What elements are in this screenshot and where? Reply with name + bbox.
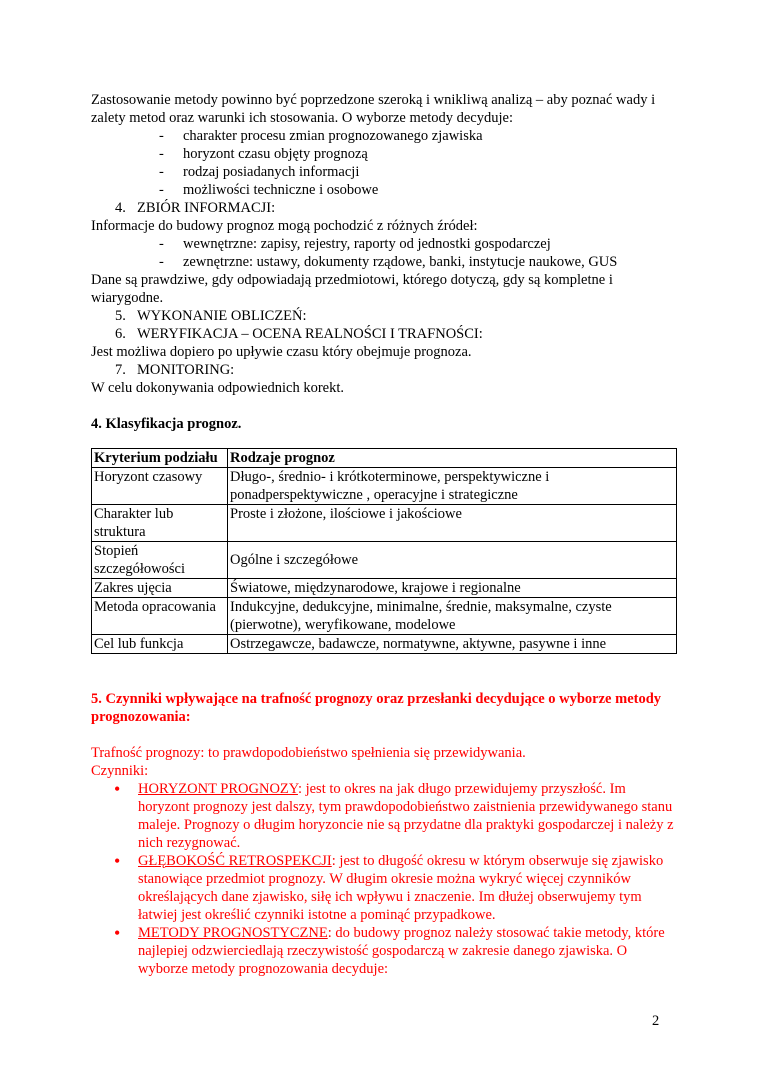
table-cell: Ogólne i szczegółowe xyxy=(228,542,677,579)
list-item: - zewnętrzne: ustawy, dokumenty rządowe, banki, instytucje naukowe, GUS xyxy=(159,253,676,271)
factor-text: : do budowy prognoz należy stosować takie metody, które najlepiej odzwierciedlają rzeczywistość gospodarczą w zakresie danego zjawiska. O wyborze metody prognozowania decyduje: xyxy=(138,925,665,977)
table-cell: Zakres ujęcia xyxy=(92,579,228,598)
list-item xyxy=(138,780,676,852)
factors-list xyxy=(91,780,676,978)
table-cell: Charakter lub struktura xyxy=(92,505,228,542)
table-row xyxy=(92,542,677,579)
accuracy-definition: Trafność prognozy: to prawdopodobieństwo spełnienia się przewidywania. xyxy=(91,745,526,761)
step-6-text: Jest możliwa dopiero po upływie czasu który obejmuje prognoza. xyxy=(91,344,472,360)
data-quality-paragraph: Dane są prawdziwe, gdy odpowiadają przedmiotowi, którego dotyczą, gdy są kompletne i wiarygodne. xyxy=(91,272,613,306)
list-item xyxy=(138,852,676,924)
method-criteria-list xyxy=(91,127,676,199)
factor-text: : jest to długość okresu w którym obserwuje się zjawisko stanowiące przedmiot prognozy. W długim okresie można wykryć więcej czynników określających dane zjawisko, siłę ich wpływu i znaczenie. Im dłużej obserwujemy tym łatwiej jest określić czynniki istotne a pominąć przypadkowe. xyxy=(138,853,664,923)
list-item xyxy=(138,924,676,978)
table-cell: Cel lub funkcja xyxy=(92,635,228,654)
table-cell: Horyzont czasowy xyxy=(92,468,228,505)
table-row xyxy=(92,635,677,654)
table-row xyxy=(92,579,677,598)
list-item: - charakter procesu zmian prognozowanego zjawiska xyxy=(159,127,676,145)
table-header-row xyxy=(92,449,677,468)
factor-term: GŁĘBOKOŚĆ RETROSPEKCJI xyxy=(138,853,332,869)
intro-paragraph: Zastosowanie metody powinno być poprzedzone szeroką i wnikliwą analizą – aby poznać wady i zalety metod oraz warunki ich stosowania. O wyborze metody decyduje: xyxy=(91,92,656,126)
section-4-heading: 4. Klasyfikacja prognoz. xyxy=(91,416,242,432)
table-row xyxy=(92,598,677,635)
step-5: 5. WYKONANIE OBLICZEŃ: xyxy=(115,308,307,324)
factor-term: HORYZONT PROGNOZY xyxy=(138,781,298,797)
list-item: - horyzont czasu objęty prognozą xyxy=(159,145,676,163)
table-cell: Metoda opracowania xyxy=(92,598,228,635)
document-page xyxy=(91,91,676,978)
list-item: - rodzaj posiadanych informacji xyxy=(159,163,676,181)
table-row xyxy=(92,505,677,542)
factors-label: Czynniki: xyxy=(91,763,149,779)
step-7: 7. MONITORING: xyxy=(115,362,235,378)
classification-table xyxy=(91,448,677,654)
section-5-heading: 5. Czynniki wpływające na trafność prognozy oraz przesłanki decydujące o wyborze metody prognozowania: xyxy=(91,691,662,725)
table-cell: Proste i złożone, ilościowe i jakościowe xyxy=(228,505,677,542)
table-cell: Indukcyjne, dedukcyjne, minimalne, średnie, maksymalne, czyste (pierwotne), weryfikowane, modelowe xyxy=(228,598,677,635)
header-types: Rodzaje prognoz xyxy=(228,449,677,468)
factor-text: : jest to okres na jak długo przewidujemy przyszłość. Im horyzont prognozy jest dalszy, tym prawdopodobieństwo zaistnienia przewidywanego stanu maleje. Prognozy o długim horyzoncie nie są przydatne dla praktyki gospodarczej i należy z nich rezygnować. xyxy=(138,781,674,851)
factor-term: METODY PROGNOSTYCZNE xyxy=(138,925,328,941)
info-sources-list xyxy=(91,235,676,271)
step-7-text: W celu dokonywania odpowiednich korekt. xyxy=(91,380,345,396)
list-item: - wewnętrzne: zapisy, rejestry, raporty od jednostki gospodarczej xyxy=(159,235,676,253)
table-cell: Światowe, międzynarodowe, krajowe i regionalne xyxy=(228,579,677,598)
table-cell: Stopień szczegółowości xyxy=(92,542,228,579)
step-6: 6. WERYFIKACJA – OCENA REALNOŚCI I TRAFNOŚCI: xyxy=(115,326,483,342)
list-item: - możliwości techniczne i osobowe xyxy=(159,181,676,199)
info-paragraph: Informacje do budowy prognoz mogą pochodzić z różnych źródeł: xyxy=(91,218,478,234)
table-row xyxy=(92,468,677,505)
table-cell: Ostrzegawcze, badawcze, normatywne, aktywne, pasywne i inne xyxy=(228,635,677,654)
step-4: 4. ZBIÓR INFORMACJI: xyxy=(115,200,276,216)
page-number: 2 xyxy=(652,1013,660,1029)
header-criterion: Kryterium podziału xyxy=(92,449,228,468)
table-cell: Długo-, średnio- i krótkoterminowe, perspektywiczne i ponadperspektywiczne , operacyjne i strategiczne xyxy=(228,468,677,505)
